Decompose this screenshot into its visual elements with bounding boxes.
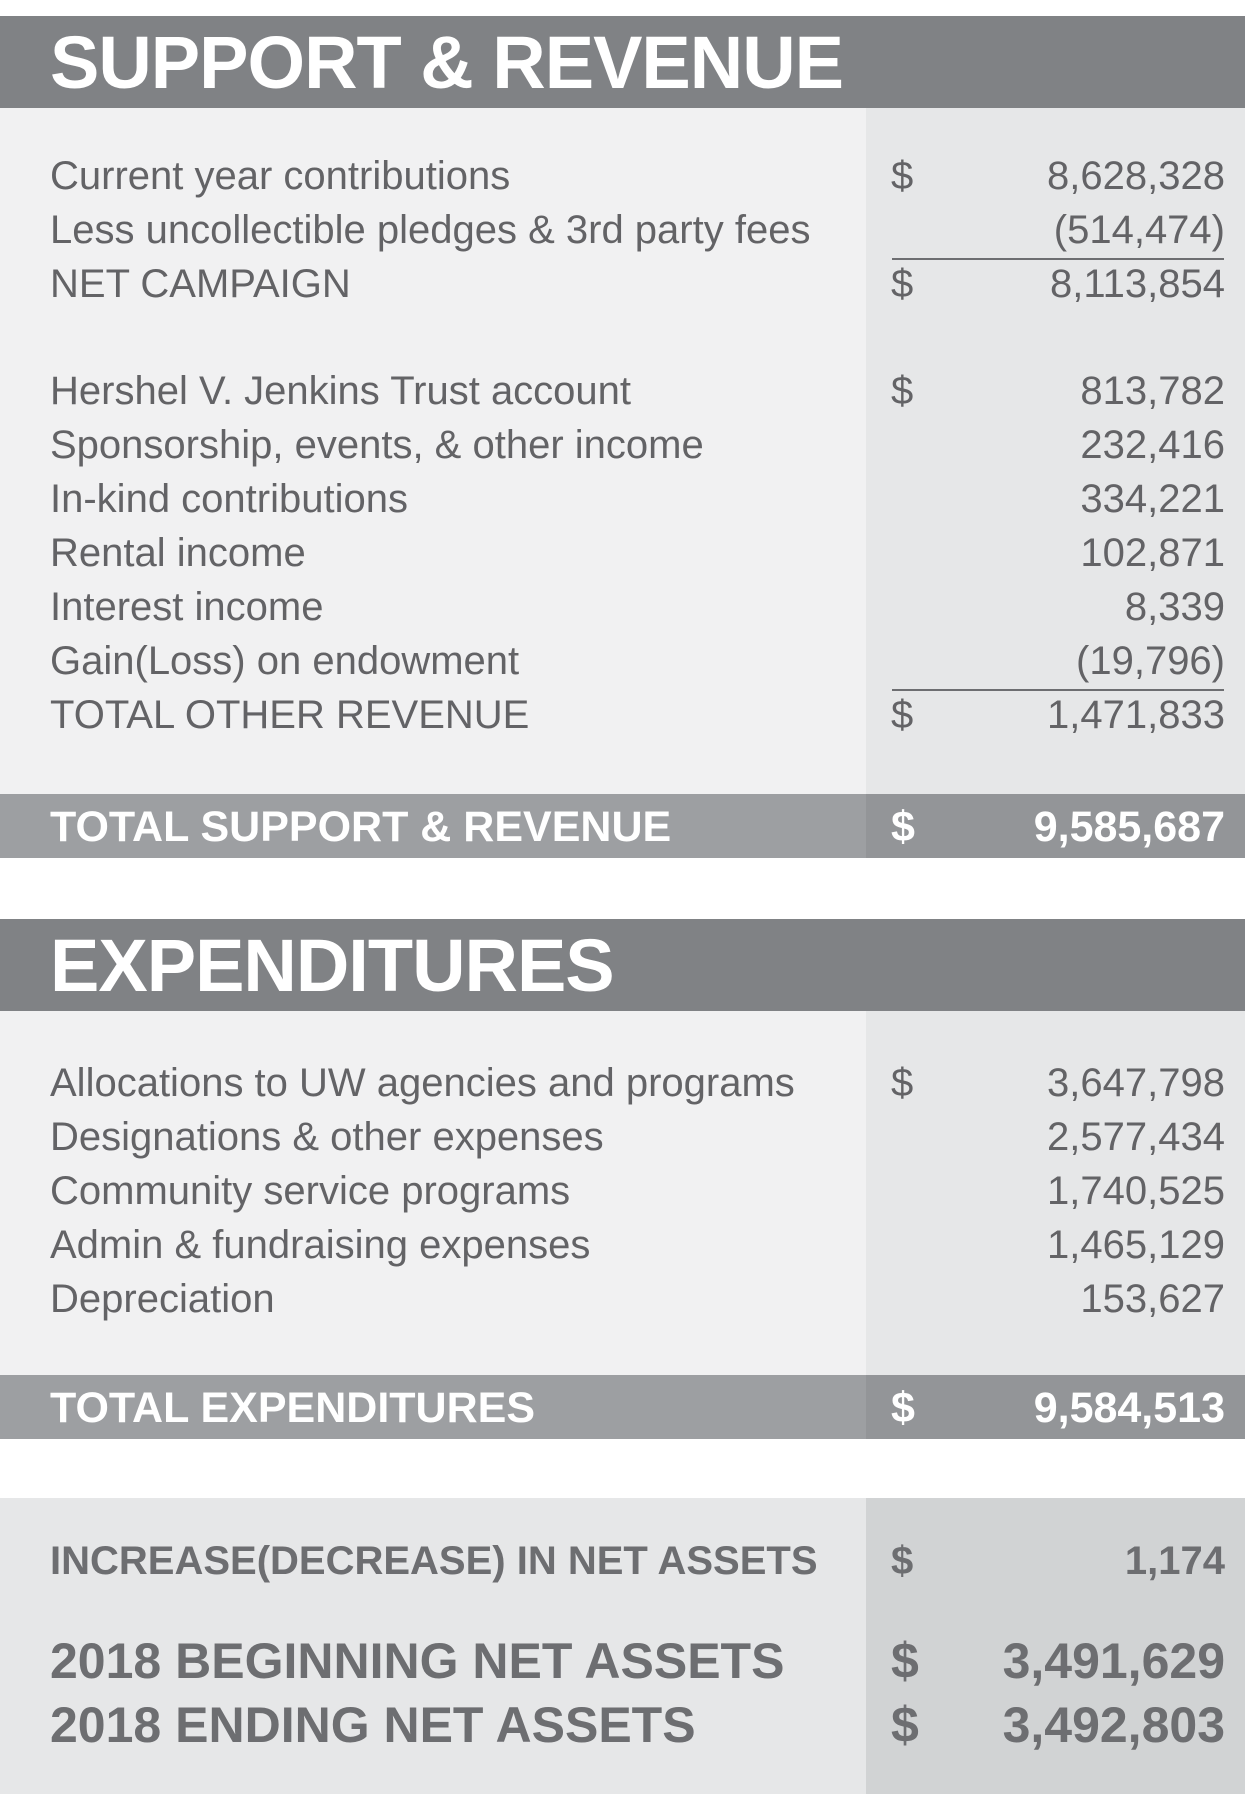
total-support-revenue-amount: 9,585,687 xyxy=(1033,803,1225,851)
revenue-row-current-year-contributions xyxy=(0,150,1245,202)
support-revenue-title: SUPPORT & REVENUE xyxy=(50,21,844,104)
revenue-row-endowment xyxy=(0,635,1245,687)
revenue-row-in-kind xyxy=(0,473,1245,525)
total-expenditures-bar xyxy=(0,1375,1245,1439)
beginning-net-assets-label: 2018 BEGINNING NET ASSETS xyxy=(50,1633,785,1689)
revenue-row-interest-income xyxy=(0,581,1245,633)
row-amount: (514,474) xyxy=(1053,208,1225,252)
row-label: Depreciation xyxy=(50,1277,275,1321)
row-amount: 1,465,129 xyxy=(1047,1223,1225,1267)
total-support-revenue-bar xyxy=(0,794,1245,858)
revenue-row-sponsorship xyxy=(0,419,1245,471)
row-label: NET CAMPAIGN xyxy=(50,262,351,306)
dollar-sign: $ xyxy=(891,1633,919,1689)
dollar-sign: $ xyxy=(891,1697,919,1753)
expenditure-row-allocations xyxy=(0,1057,1245,1109)
dollar-sign: $ xyxy=(891,693,914,737)
row-amount: 334,221 xyxy=(1080,477,1225,521)
expenditure-row-depreciation xyxy=(0,1273,1245,1325)
revenue-row-net-campaign xyxy=(0,258,1245,310)
row-label: Sponsorship, events, & other income xyxy=(50,423,704,467)
beginning-net-assets-amount: 3,491,629 xyxy=(1002,1633,1225,1689)
row-amount: 2,577,434 xyxy=(1047,1115,1225,1159)
row-label: Designations & other expenses xyxy=(50,1115,604,1159)
expenditure-row-admin-fundraising xyxy=(0,1219,1245,1271)
net-assets-change-row xyxy=(0,1533,1245,1589)
row-label: In-kind contributions xyxy=(50,477,408,521)
total-expenditures-label: TOTAL EXPENDITURES xyxy=(50,1384,536,1432)
dollar-sign: $ xyxy=(891,369,914,413)
net-assets-change-label: INCREASE(DECREASE) IN NET ASSETS xyxy=(50,1539,818,1583)
row-label: Hershel V. Jenkins Trust account xyxy=(50,369,632,413)
row-amount: 1,740,525 xyxy=(1047,1169,1225,1213)
beginning-net-assets-row xyxy=(0,1629,1245,1693)
dollar-sign: $ xyxy=(891,803,915,851)
revenue-row-rental-income xyxy=(0,527,1245,579)
ending-net-assets-row xyxy=(0,1693,1245,1757)
dollar-sign: $ xyxy=(891,1384,915,1432)
revenue-row-total-other xyxy=(0,689,1245,741)
row-amount: 8,339 xyxy=(1124,585,1225,629)
total-support-revenue-label: TOTAL SUPPORT & REVENUE xyxy=(50,803,672,851)
row-amount: 3,647,798 xyxy=(1047,1061,1225,1105)
row-amount: 102,871 xyxy=(1080,531,1225,575)
expenditures-title: EXPENDITURES xyxy=(50,924,614,1007)
row-amount: (19,796) xyxy=(1076,639,1225,683)
net-assets-change-amount: 1,174 xyxy=(1124,1539,1225,1583)
ending-net-assets-amount: 3,492,803 xyxy=(1002,1697,1225,1753)
row-label: Rental income xyxy=(50,531,306,575)
revenue-row-jenkins-trust xyxy=(0,365,1245,417)
dollar-sign: $ xyxy=(891,154,914,198)
dollar-sign: $ xyxy=(891,1539,914,1583)
expenditure-row-community-service xyxy=(0,1165,1245,1217)
revenue-row-uncollectible-pledges xyxy=(0,204,1245,256)
row-amount: 1,471,833 xyxy=(1047,693,1225,737)
row-amount: 8,628,328 xyxy=(1047,154,1225,198)
expenditures-header xyxy=(0,919,1245,1011)
ending-net-assets-label: 2018 ENDING NET ASSETS xyxy=(50,1697,696,1753)
row-amount: 8,113,854 xyxy=(1050,262,1225,306)
total-expenditures-amount: 9,584,513 xyxy=(1033,1384,1225,1432)
support-revenue-header xyxy=(0,16,1245,108)
row-label: Less uncollectible pledges & 3rd party fees xyxy=(50,208,811,252)
row-label: Gain(Loss) on endowment xyxy=(50,639,520,683)
row-amount: 813,782 xyxy=(1080,369,1225,413)
row-label: Current year contributions xyxy=(50,154,511,198)
row-amount: 153,627 xyxy=(1080,1277,1225,1321)
row-amount: 232,416 xyxy=(1080,423,1225,467)
row-label: Interest income xyxy=(50,585,324,629)
row-label: TOTAL OTHER REVENUE xyxy=(50,693,530,737)
expenditure-row-designations xyxy=(0,1111,1245,1163)
row-label: Admin & fundraising expenses xyxy=(50,1223,591,1267)
dollar-sign: $ xyxy=(891,262,914,306)
dollar-sign: $ xyxy=(891,1061,914,1105)
row-label: Allocations to UW agencies and programs xyxy=(50,1061,795,1105)
row-label: Community service programs xyxy=(50,1169,571,1213)
